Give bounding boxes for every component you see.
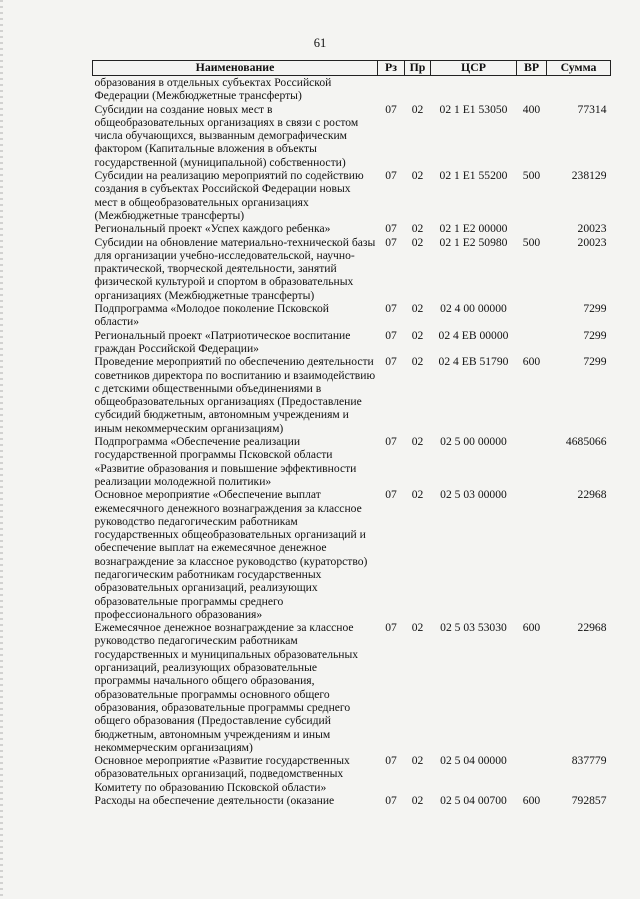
row-rz: 07 (385, 488, 397, 502)
row-vr: 500 (522, 235, 541, 249)
scan-edge (0, 0, 3, 899)
row-pr: 02 (411, 794, 424, 808)
row-sum: 22968 (577, 621, 607, 635)
row-csr: 02 5 04 00700 (440, 794, 507, 808)
page-number: 61 (313, 36, 327, 50)
row-rz: 07 (385, 435, 397, 449)
row-csr: 02 4 EB 00000 (438, 328, 509, 342)
row-name: Подпрограмма «Молодое поколение Псковской области» (94, 302, 329, 329)
row-csr: 02 5 03 53030 (440, 621, 507, 635)
row-name: Основное мероприятие «Обеспечение выплат ежемесячного денежного вознаграждения за классное руководство педагогическим работникам государственных общеобразовательных организаций и обеспечение выплат на ежемесячное денежное вознаграждение за классное руководство (кураторство) педагогическим работникам государственных образовательных организаций, реализующих образовательные программы среднего профессионального образования» (94, 488, 368, 621)
header-vr: ВР (517, 61, 547, 76)
table-row (93, 754, 611, 794)
header-name: Наименование (93, 61, 378, 76)
row-sum: 792857 (571, 794, 607, 808)
header-csr: ЦСР (431, 61, 517, 76)
table-row (93, 488, 611, 621)
row-name: Субсидии на обновление материально-технической базы для организации учебно-исследовательской, научно-практической, творческой деятельности, занятий физической культурой и спортом в образовательных организациях (Межбюджетные трансферты) (94, 235, 376, 302)
table-row (93, 302, 611, 329)
row-pr: 02 (411, 222, 424, 236)
row-pr: 02 (411, 621, 424, 635)
row-vr (517, 329, 547, 356)
header-pr: Пр (405, 61, 431, 76)
row-sum: 77314 (577, 102, 607, 116)
row-vr (517, 76, 547, 103)
row-sum: 837779 (571, 754, 607, 768)
row-pr: 02 (411, 302, 424, 316)
row-csr: 02 1 E1 55200 (439, 169, 508, 183)
table-row (93, 329, 611, 356)
row-rz (378, 76, 405, 103)
row-csr: 02 5 04 00000 (440, 754, 507, 768)
row-name: Региональный проект «Патриотическое воспитание граждан Российской Федерации» (94, 328, 351, 355)
header-sum: Сумма (547, 61, 611, 76)
row-vr: 600 (522, 794, 541, 808)
row-rz: 07 (385, 794, 397, 808)
row-rz: 07 (385, 302, 397, 316)
row-csr (431, 76, 517, 103)
row-pr: 02 (411, 355, 424, 369)
row-sum (547, 76, 611, 103)
row-name: Ежемесячное денежное вознаграждение за классное руководство педагогическим работникам государственных и муниципальных образовательных организаций, реализующих образовательные программы начального общего образования, образовательные программы основного общего образования, образовательные программы среднего общего образования (Предоставление субсидий бюджетным, автономным учреждениям и иным некоммерческим организациям) (94, 621, 359, 754)
table-row (93, 236, 611, 302)
row-csr: 02 1 E2 00000 (439, 222, 508, 236)
row-sum: 22968 (577, 488, 607, 502)
row-name: Региональный проект «Успех каждого ребенка» (94, 222, 331, 236)
row-vr: 600 (522, 355, 541, 369)
row-vr (517, 435, 547, 488)
row-sum: 7299 (583, 328, 607, 342)
row-rz: 07 (385, 328, 397, 342)
row-sum: 7299 (583, 355, 607, 369)
row-name: Проведение мероприятий по обеспечению деятельности советников директора по воспитанию и взаимодействию с детскими общественными объединениями в общеобразовательных организациях (Предоставление субсидий бюджетным, автономным учреждениям и иным некоммерческим организациям) (94, 355, 376, 435)
row-rz: 07 (385, 754, 397, 768)
row-sum: 20023 (577, 222, 607, 236)
row-rz: 07 (385, 621, 397, 635)
row-sum: 7299 (583, 302, 607, 316)
row-name: образования в отдельных субъектах Российской Федерации (Межбюджетные трансферты) (94, 76, 332, 103)
row-name: Основное мероприятие «Развитие государственных образовательных организаций, подведомственных Комитету по образованию Псковской области» (94, 754, 350, 794)
table-row (93, 222, 611, 235)
budget-table (92, 60, 611, 807)
row-pr: 02 (411, 435, 424, 449)
row-rz: 07 (385, 355, 397, 369)
row-csr: 02 1 E1 53050 (439, 102, 508, 116)
table-header-row (93, 61, 611, 76)
row-vr: 500 (522, 169, 541, 183)
table-row (93, 169, 611, 222)
table-row (93, 794, 611, 807)
row-vr (517, 302, 547, 329)
row-rz: 07 (385, 235, 397, 249)
row-csr: 02 5 00 00000 (440, 435, 507, 449)
row-vr (517, 488, 547, 621)
row-pr: 02 (411, 235, 424, 249)
row-csr: 02 4 00 00000 (440, 302, 507, 316)
row-pr: 02 (411, 754, 424, 768)
row-pr: 02 (411, 102, 424, 116)
row-vr (517, 222, 547, 235)
table-row (93, 435, 611, 488)
row-name: Расходы на обеспечение деятельности (оказание (94, 794, 335, 808)
table-row (93, 103, 611, 169)
row-csr: 02 5 03 00000 (440, 488, 507, 502)
table-row (93, 355, 611, 435)
table-row (93, 76, 611, 103)
row-pr: 02 (411, 488, 424, 502)
row-csr: 02 1 E2 50980 (439, 235, 508, 249)
row-vr (517, 754, 547, 794)
row-csr: 02 4 EB 51790 (438, 355, 509, 369)
header-rz: Рз (378, 61, 405, 76)
row-rz: 07 (385, 222, 397, 236)
row-rz: 07 (385, 102, 397, 116)
row-vr: 400 (522, 102, 541, 116)
row-pr: 02 (411, 328, 424, 342)
row-pr: 02 (411, 169, 424, 183)
row-name: Субсидии на реализацию мероприятий по содействию создания в субъектах Российской Федерации новых мест в общеобразовательных организациях (Межбюджетные трансферты) (94, 169, 364, 222)
row-name: Подпрограмма «Обеспечение реализации государственной программы Псковской области «Развитие образования и повышение эффективности реализации молодежной политики» (94, 435, 357, 488)
row-sum: 20023 (577, 235, 607, 249)
row-rz: 07 (385, 169, 397, 183)
table-row (93, 621, 611, 754)
row-name: Субсидии на создание новых мест в общеобразовательных организациях в связи с ростом числа обучающихся, вызванным демографическим фактором (Капитальные вложения в объекты государственной (муниципальной) собственности) (94, 102, 359, 169)
row-sum: 4685066 (565, 435, 607, 449)
row-pr (405, 76, 431, 103)
row-vr: 600 (522, 621, 541, 635)
row-sum: 238129 (571, 169, 607, 183)
